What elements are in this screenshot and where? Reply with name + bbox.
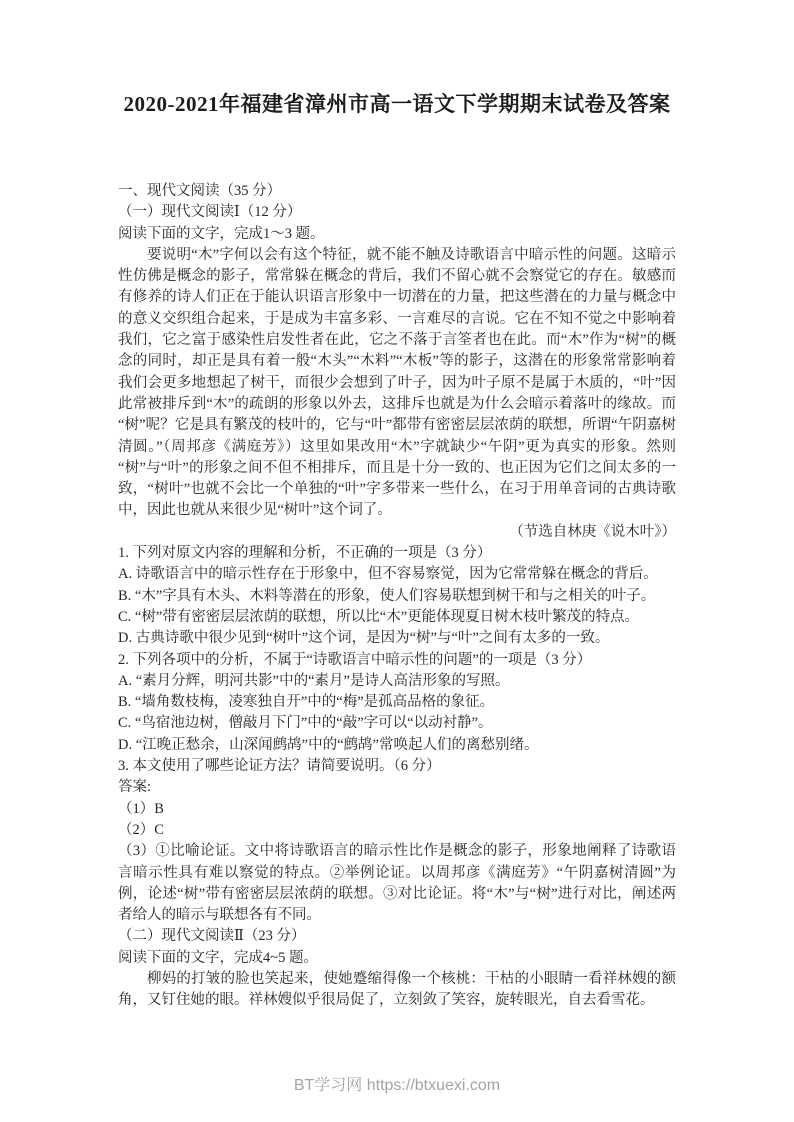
question-1-option-b: B. “木”字具有木头、木料等潜在的形象，使人们容易联想到树干和与之相关的叶子。 <box>118 587 656 604</box>
question-2-option-b: B. “墙角数枝梅，凌寒独自开”中的“梅”是孤高品格的象征。 <box>118 694 495 711</box>
document-body <box>118 181 676 1012</box>
subsection-2-heading: （二）现代文阅读Ⅱ（23 分） <box>118 928 306 945</box>
reading-instruction-2: 阅读下面的文字，完成4~5 题。 <box>118 949 318 966</box>
section-1-heading: 一、现代文阅读（35 分） <box>118 183 282 199</box>
question-2-option-d: D. “江晚正愁余，山深闻鹧鸪”中的“鹧鸪”常唤起人们的离愁别绪。 <box>118 736 539 753</box>
question-1-option-c: C. “树”带有密密层层浓荫的联想，所以比“木”更能体现夏日树木枝叶繁茂的特点。 <box>118 608 640 625</box>
question-1-stem: 1. 下列对原文内容的理解和分析，不正确的一项是（3 分） <box>118 545 492 562</box>
passage-attribution: （节选自林庚《说木叶》） <box>509 523 676 540</box>
document-title: 2020-2021年福建省漳州市高一语文下学期期末试卷及答案 <box>123 92 671 116</box>
site-watermark: BT学习网 https://btxuexi.com <box>293 1077 501 1094</box>
answer-1: （1）B <box>118 800 164 817</box>
question-1-option-d: D. 古典诗歌中很少见到“树叶”这个词，是因为“树”与“叶”之间有太多的一致。 <box>118 630 610 647</box>
answer-2: （2）C <box>118 821 164 838</box>
answers-label: 答案: <box>118 779 152 796</box>
reading-passage-1: 要说明“木”字何以会有这个特征，就不能不触及诗歌语言中暗示性的问题。这暗示性仿佛是概念的影子，常常躲在概念的背后，我们不留心就不会察觉它的存在。敏感而有修养的诗人们正在于能认识语言形象中一切潜在的力量，把这些潜在的力量与概念中的意义交织组合起来，于是成为丰富多彩、一言难尽的言说。它在不知不觉之中影响着我们，它之富于感染性启发性者在此，它之不落于言筌者也在此。而“木”作为“树”的概念的同时，却正是具有着一般“木头”“木料”“木板”等的影子，这潜在的形象常常影响着我们会更多地想起了树干，而很少会想到了叶子，因为叶子原不是属于木质的，“叶”因此常被排斥到“木”的疏朗的形象以外去，这排斥也就是为什么会暗示着落叶的缘故。而“树”呢？它是具有繁茂的枝叶的，它与“叶”都带有密密层层浓荫的联想，所谓“午阴嘉树清圆。”（周邦彦《满庭芳》）这里如果改用“木”字就缺少“午阴”更为真实的形象。然则“树”与“叶”的形象之间不但不相排斥，而且是十分一致的、也正因为它们之间太多的一致，“树叶”也就不会比一个单独的“叶”字多带来一些什么，在习于用单音词的古典诗歌中，因此也就从来很少见“树叶”这个词了。 <box>118 246 676 519</box>
answer-3: （3）①比喻论证。文中将诗歌语言的暗示性比作是概念的影子，形象地阐释了诗歌语言暗示性具有难以察觉的特点。②举例论证。以周邦彦《满庭芳》“午阴嘉树清圆”为例，论述“树”带有密密层层浓荫的联想。③对比论证。将“木”与“树”进行对比，阐述两者给人的暗示与联想各有不同。 <box>118 843 676 924</box>
question-2-option-c: C. “鸟宿池边树，僧敲月下门”中的“敲”字可以“以动衬静”。 <box>118 715 493 732</box>
question-2-option-a: A. “素月分辉，明河共影”中的“素月”是诗人高洁形象的写照。 <box>118 672 510 689</box>
reading-passage-2: 柳妈的打皱的脸也笑起来，使她蹙缩得像一个核桃：干枯的小眼睛一看祥林嫂的额角，又钉住她的眼。祥林嫂似乎很局促了，立刻敛了笑容，旋转眼光，自去看雪花。 <box>118 970 676 1009</box>
reading-instruction-1: 阅读下面的文字，完成1～3 题。 <box>118 225 325 242</box>
question-3-stem: 3. 本文使用了哪些论证方法？请简要说明。（6 分） <box>118 758 441 775</box>
question-1-option-a: A. 诗歌语言中的暗示性存在于形象中，但不容易察觉，因为它常常躲在概念的背后。 <box>118 566 658 583</box>
subsection-1-heading: （一）现代文阅读Ⅰ（12 分） <box>118 204 302 221</box>
question-2-stem: 2. 下列各项中的分析，不属于“诗歌语言中暗示性的问题”的一项是（3 分） <box>118 651 592 668</box>
